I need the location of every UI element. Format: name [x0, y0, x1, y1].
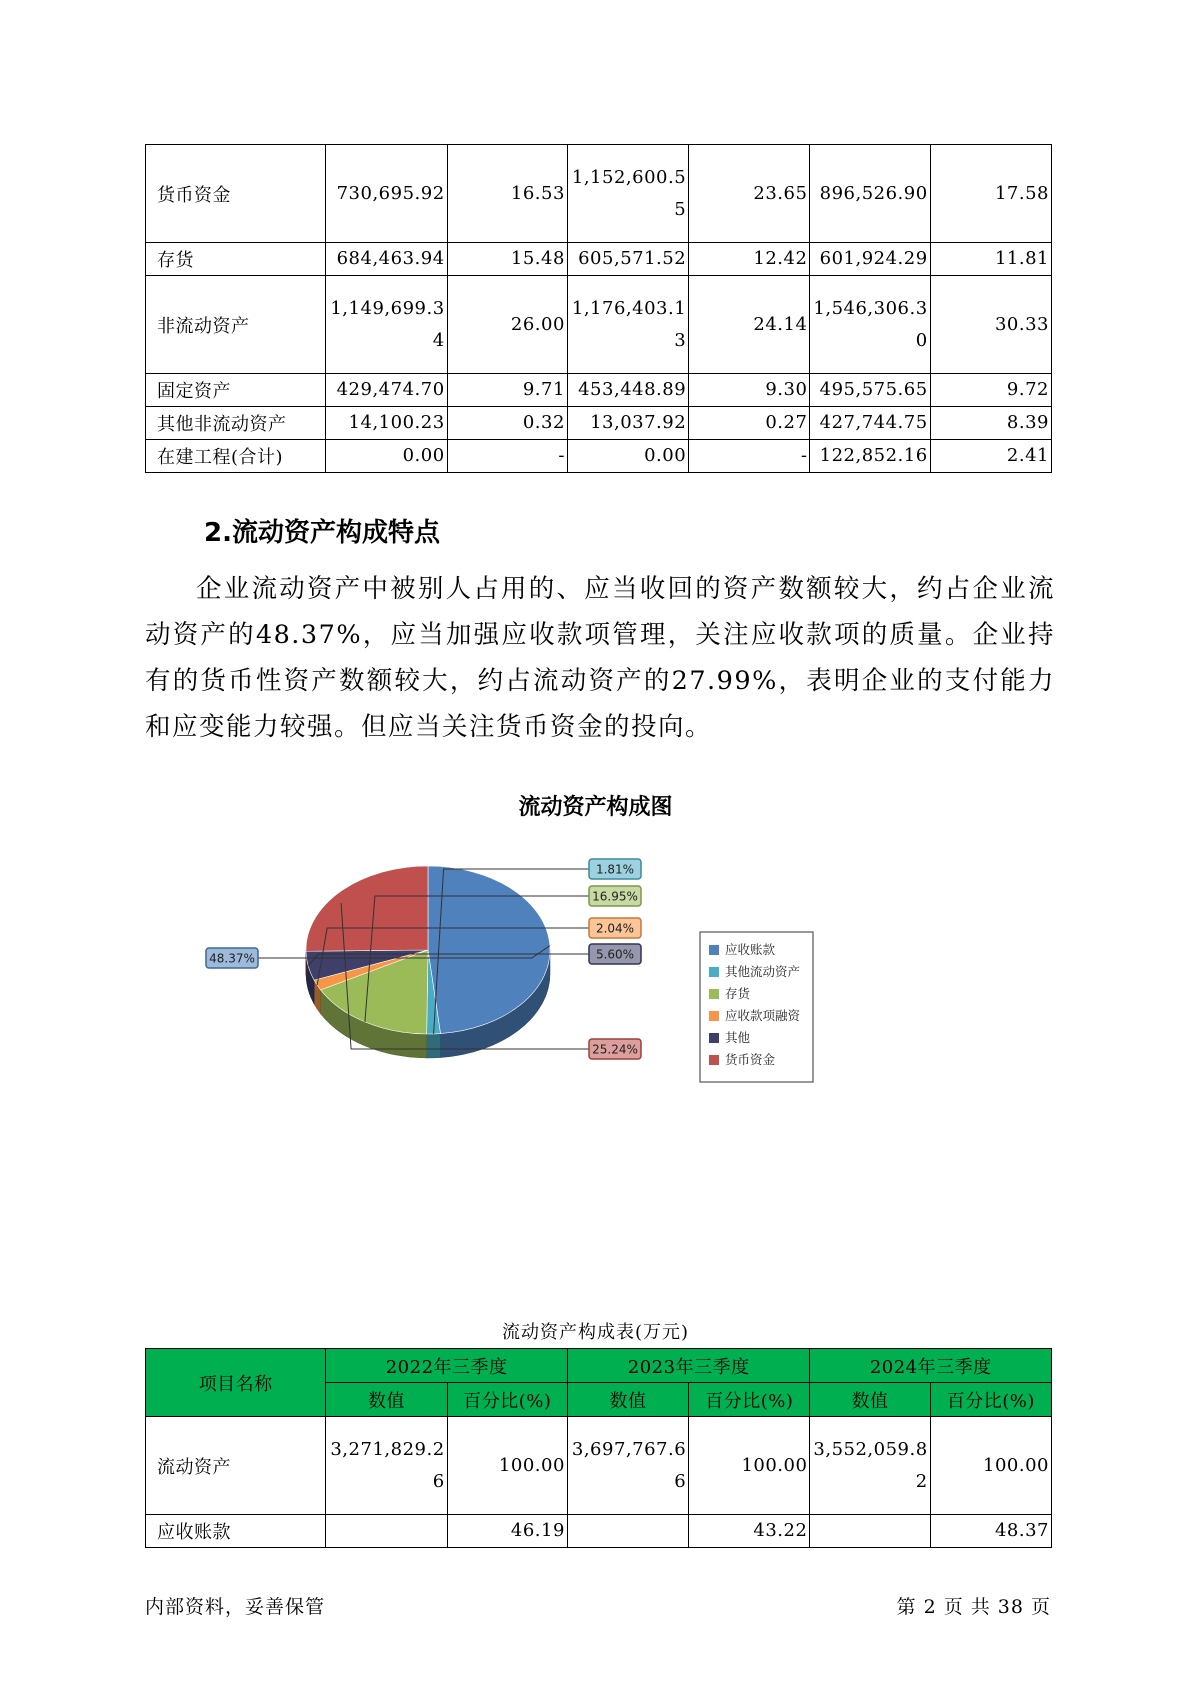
pie-slice-side [427, 1034, 441, 1058]
current-asset-table [145, 1348, 1052, 1548]
header-pct: 百分比(%) [447, 1383, 567, 1417]
cell-value: 730,695.92 [326, 145, 447, 243]
cell-pct: 48.37 [930, 1515, 1051, 1548]
section-heading: 2.流动资产构成特点 [204, 518, 440, 548]
page-number: 第 2 页 共 38 页 [896, 1596, 1051, 1618]
cell-value: 3,552,059.82 [810, 1417, 930, 1515]
header-item: 项目名称 [146, 1349, 326, 1417]
legend-swatch [709, 989, 719, 999]
legend-label: 货币资金 [725, 1052, 776, 1067]
cell-pct: 2.41 [930, 440, 1051, 473]
cell-value: 495,575.65 [810, 374, 930, 407]
cell-pct: 16.53 [447, 145, 567, 243]
cell-pct: 43.22 [689, 1515, 810, 1548]
cell-pct: - [447, 440, 567, 473]
cell-pct: 8.39 [930, 407, 1051, 440]
legend-label: 应收款项融资 [725, 1008, 801, 1023]
cell-value: 3,271,829.26 [326, 1417, 447, 1515]
data-label: 48.37% [209, 951, 255, 966]
header-row [146, 1349, 1052, 1383]
header-pct: 百分比(%) [689, 1383, 810, 1417]
cell-value: 3,697,767.66 [567, 1417, 688, 1515]
header-period: 2024年三季度 [810, 1349, 1052, 1383]
cell-value: 0.00 [567, 440, 688, 473]
chart-title: 流动资产构成图 [518, 795, 673, 820]
cell-pct: 0.27 [689, 407, 810, 440]
cell-pct: 11.81 [930, 243, 1051, 276]
cell-value: 453,448.89 [567, 374, 688, 407]
header-period: 2022年三季度 [326, 1349, 568, 1383]
data-label: 1.81% [595, 862, 635, 877]
cell-value [326, 1515, 447, 1548]
row-name: 其他非流动资产 [146, 407, 326, 440]
cell-value: 122,852.16 [810, 440, 930, 473]
cell-value: 0.00 [326, 440, 447, 473]
cell-pct: 12.42 [689, 243, 810, 276]
table-caption: 流动资产构成表(万元) [501, 1322, 690, 1343]
cell-value [567, 1515, 688, 1548]
legend-label: 其他流动资产 [725, 964, 801, 979]
cell-value: 1,149,699.34 [326, 276, 447, 374]
header-pct: 百分比(%) [930, 1383, 1051, 1417]
cell-pct: 100.00 [930, 1417, 1051, 1515]
cell-pct: 100.00 [689, 1417, 810, 1515]
cell-pct: 23.65 [689, 145, 810, 243]
table-row [146, 1515, 1052, 1548]
cell-pct: - [689, 440, 810, 473]
cell-pct: 100.00 [447, 1417, 567, 1515]
row-name: 非流动资产 [146, 276, 326, 374]
cell-value: 684,463.94 [326, 243, 447, 276]
row-name: 货币资金 [146, 145, 326, 243]
table-row [146, 1417, 1052, 1515]
legend-swatch [709, 1033, 719, 1043]
cell-value: 427,744.75 [810, 407, 930, 440]
cell-pct: 30.33 [930, 276, 1051, 374]
row-name: 流动资产 [146, 1417, 326, 1515]
cell-value: 1,546,306.30 [810, 276, 930, 374]
section-paragraph: 企业流动资产中被别人占用的、应当收回的资产数额较大，约占企业流动资产的48.37%，应当加强应收款项管理，关注应收款项的质量。企业持有的货币性资产数额较大，约占流动资产的27.99%，表明企业的支付能力和应变能力较强。但应当关注货币资金的投向。 [145, 574, 1055, 742]
header-period: 2023年三季度 [567, 1349, 810, 1383]
cell-pct: 9.71 [447, 374, 567, 407]
row-name: 存货 [146, 243, 326, 276]
legend-swatch [709, 1055, 719, 1065]
cell-pct: 17.58 [930, 145, 1051, 243]
legend-label: 应收账款 [725, 942, 776, 957]
header-value: 数值 [567, 1383, 688, 1417]
cell-pct: 15.48 [447, 243, 567, 276]
pie-slice [306, 866, 428, 951]
cell-pct: 24.14 [689, 276, 810, 374]
header-value: 数值 [810, 1383, 930, 1417]
cell-pct: 0.32 [447, 407, 567, 440]
data-label: 2.04% [595, 921, 635, 936]
cell-pct: 9.30 [689, 374, 810, 407]
cell-value: 429,474.70 [326, 374, 447, 407]
legend-swatch [709, 1011, 719, 1021]
legend-swatch [709, 945, 719, 955]
cell-value: 896,526.90 [810, 145, 930, 243]
cell-pct: 26.00 [447, 276, 567, 374]
legend-swatch [709, 967, 719, 977]
cell-pct: 46.19 [447, 1515, 567, 1548]
cell-value [810, 1515, 930, 1548]
cell-value: 1,176,403.13 [567, 276, 688, 374]
cell-value: 1,152,600.55 [567, 145, 688, 243]
row-name: 在建工程(合计) [146, 440, 326, 473]
cell-value: 13,037.92 [567, 407, 688, 440]
cell-value: 601,924.29 [810, 243, 930, 276]
data-label: 25.24% [592, 1042, 638, 1057]
row-name: 固定资产 [146, 374, 326, 407]
cell-value: 605,571.52 [567, 243, 688, 276]
row-name: 应收账款 [146, 1515, 326, 1548]
legend-label: 其他 [725, 1030, 751, 1045]
footer-note: 内部资料，妥善保管 [145, 1596, 326, 1618]
header-value: 数值 [326, 1383, 447, 1417]
cell-pct: 9.72 [930, 374, 1051, 407]
data-label: 16.95% [592, 889, 638, 904]
cell-value: 14,100.23 [326, 407, 447, 440]
legend-label: 存货 [725, 986, 751, 1001]
data-label: 5.60% [595, 947, 635, 962]
